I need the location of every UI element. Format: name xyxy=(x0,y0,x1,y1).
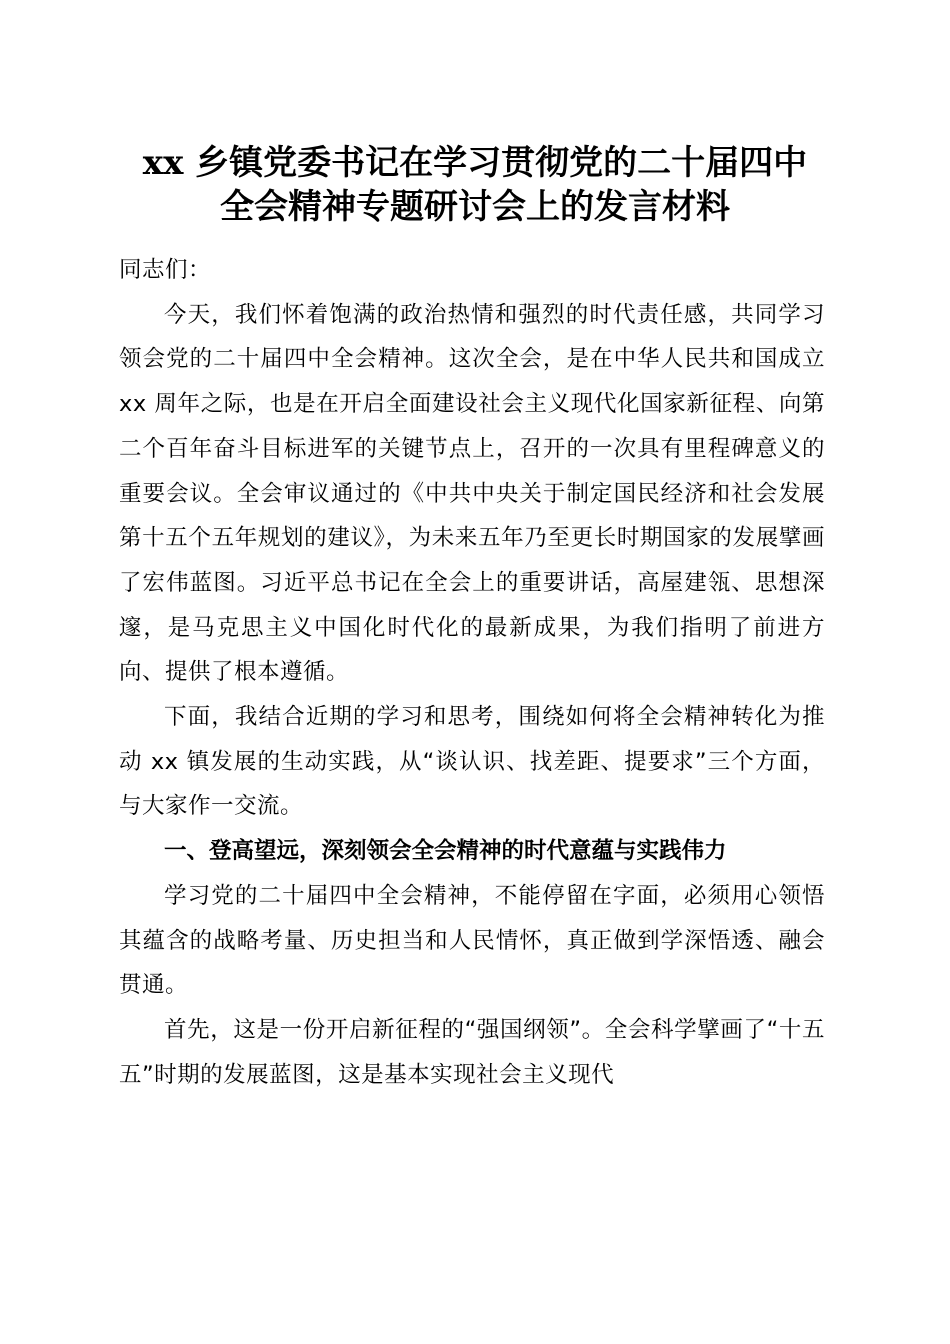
document-title-line-2: 全会精神专题研讨会上的发言材料 xyxy=(220,187,730,227)
section-1-heading: 一、登高望远，深刻领会全会精神的时代意蕴与实践伟力 xyxy=(164,838,727,865)
salutation: 同志们： xyxy=(119,257,212,283)
document-body xyxy=(119,248,825,1097)
section-1-paragraph-1: 学习党的二十届四中全会精神，不能停留在字面，必须用心领悟其蕴含的战略考量、历史担当和人民情怀，真正做到学深悟透、融会贯通。 xyxy=(119,882,825,999)
intro-paragraph-2: 下面，我结合近期的学习和思考，围绕如何将全会精神转化为推动 xx 镇发展的生动实践，从“谈认识、找差距、提要求”三个方面，与大家作一交流。 xyxy=(119,704,825,820)
intro-paragraph-1: 今天，我们怀着饱满的政治热情和强烈的时代责任感，共同学习领会党的二十届四中全会精神。这次全会，是在中华人民共和国成立 xx 周年之际，也是在开启全面建设社会主义现代化国家新征程、向第二个百年奋斗目标进军的关键节点上，召开的一次具有里程碑意义的重要会议。全会审议通过的《中共中央关于制定国民经济和社会发展第十五个五年规划的建议》，为未来五年乃至更长时期国家的发展擘画了宏伟蓝图。习近平总书记在全会上的重要讲话，高屋建瓴、思想深邃，是马克思主义中国化时代化的最新成果，为我们指明了前进方向、提供了根本遵循。 xyxy=(119,301,825,686)
document-title-line-1: xx 乡镇党委书记在学习贯彻党的二十届四中 xyxy=(142,143,808,183)
section-1-paragraph-2: 首先，这是一份开启新征程的“强国纲领”。全会科学擘画了“十五五”时期的发展蓝图，这是基本实现社会主义现代 xyxy=(119,1016,825,1088)
